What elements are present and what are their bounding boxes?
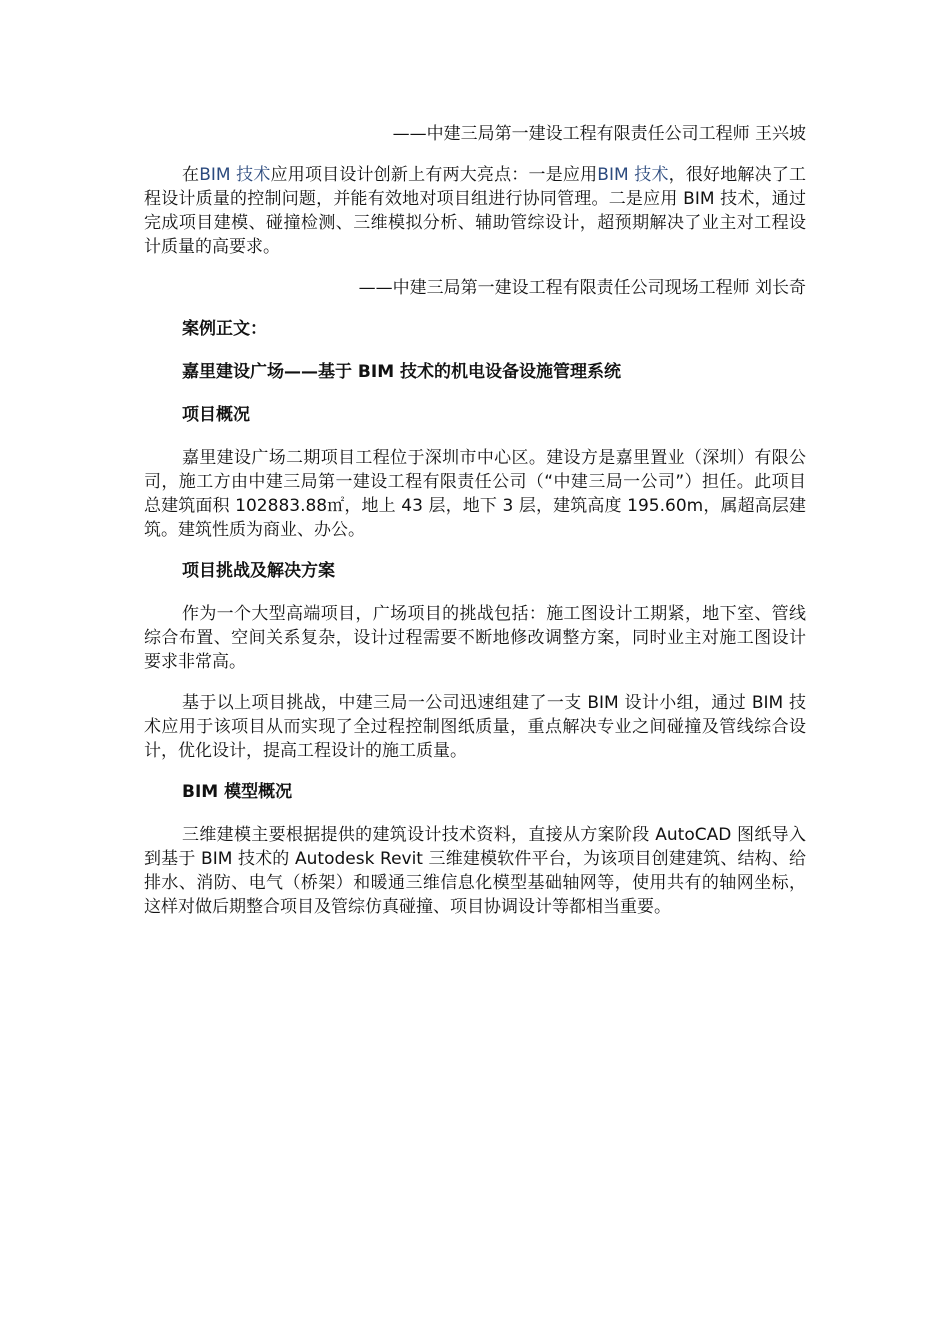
quote2-text-3: ，很好地解决了工程设计质量的控制问题，并能有效地对项目组进行协同管理。二是应用 BIM 技术，通过完成项目建模、碰撞检测、三维模拟分析、辅助管综设计，超预期解决了业主对工程设计质量的高要求。 [144, 165, 807, 257]
challenge-paragraph-2: 基于以上项目挑战，中建三局一公司迅速组建了一支 BIM 设计小组，通过 BIM 技术应用于该项目从而实现了全过程控制图纸质量，重点解决专业之间碰撞及管线综合设计，优化设计，提高工程设计的施工质量。 [144, 693, 806, 761]
model-heading: BIM 模型概况 [182, 782, 293, 802]
case-title: 嘉里建设广场——基于 BIM 技术的机电设备设施管理系统 [182, 362, 622, 382]
bim-technology-link-1[interactable]: BIM 技术 [199, 165, 271, 185]
quote2-paragraph [144, 163, 806, 259]
case-label: 案例正文： [182, 319, 267, 339]
overview-heading: 项目概况 [182, 405, 250, 425]
quote2-text-1: 在 [182, 165, 200, 185]
quote2-signature: ——中建三局第一建设工程有限责任公司现场工程师 刘长奇 [358, 278, 806, 298]
model-paragraph: 三维建模主要根据提供的建筑设计技术资料，直接从方案阶段 AutoCAD 图纸导入到基于 BIM 技术的 Autodesk Revit 三维建模软件平台，为该项目创建建筑、结构、给排水、消防、电气（桥架）和暖通三维信息化模型基础轴网等，使用共有的轴网坐标，这样对做后期整合项目及管综仿真碰撞、项目协调设计等都相当重要。 [144, 825, 806, 917]
challenge-paragraph-1: 作为一个大型高端项目，广场项目的挑战包括：施工图设计工期紧，地下室、管线综合布置、空间关系复杂，设计过程需要不断地修改调整方案，同时业主对施工图设计要求非常高。 [144, 604, 806, 672]
quote1-signature: ——中建三局第一建设工程有限责任公司工程师 王兴坡 [392, 124, 806, 144]
challenge-heading: 项目挑战及解决方案 [182, 561, 335, 581]
quote2-text-2: 应用项目设计创新上有两大亮点：一是应用 [270, 165, 598, 185]
overview-paragraph: 嘉里建设广场二期项目工程位于深圳市中心区。建设方是嘉里置业（深圳）有限公司，施工方由中建三局第一建设工程有限责任公司（“中建三局一公司”）担任。此项目总建筑面积 102883.88㎡，地上 43 层，地下 3 层，建筑高度 195.60m，属超高层建筑。建筑性质为商业、办公。 [144, 448, 806, 540]
bim-technology-link-2[interactable]: BIM 技术 [597, 165, 669, 185]
document-content [144, 122, 806, 936]
